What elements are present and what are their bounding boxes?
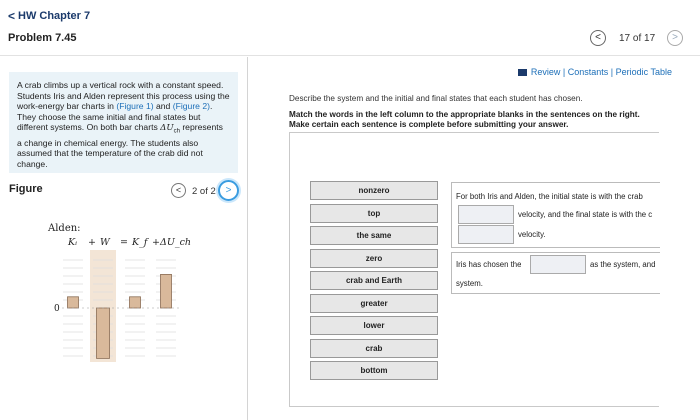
work-energy-bar-chart [40, 210, 240, 370]
bar-ΔU_ch [161, 274, 172, 308]
sentence-2-part-2: as the system, and [590, 260, 656, 269]
figure-counter: 2 of 2 [192, 186, 216, 197]
word-tile[interactable]: lower [310, 316, 438, 335]
equation-label: + [88, 237, 96, 248]
chart-title: Alden: [48, 223, 81, 234]
problem-text-2: . They choose the same initial and final states but different systems. On both bar charts [17, 101, 213, 133]
instructions-match: Match the words in the left column to the appropriate blanks in the sentences on the right. Make certain each sentence is complete before submitting your answer. [289, 110, 640, 129]
review-links-label[interactable]: Review | Constants | Periodic Table [530, 67, 672, 77]
bar-K_f [130, 297, 141, 308]
figure-2-link[interactable]: (Figure 2) [172, 101, 210, 112]
problem-text-1: A crab climbs up a vertical rock with a constant speed. Students Iris and Alden represent this process using the work-energy bar charts in [17, 80, 230, 112]
chevron-left-icon: < [8, 9, 16, 23]
review-links[interactable] [518, 67, 672, 77]
problem-text-and: and [153, 101, 173, 112]
blank-drop-target[interactable] [458, 205, 514, 224]
problem-statement [9, 72, 238, 173]
problem-title: Problem 7.45 [8, 32, 77, 44]
word-tile[interactable]: crab and Earth [310, 271, 438, 290]
equation-label: Kᵢ [68, 237, 78, 248]
bar-K_i [68, 297, 79, 308]
top-bar [0, 0, 700, 56]
word-tile[interactable]: top [310, 204, 438, 223]
equation-label: W [100, 237, 110, 248]
blank-drop-target[interactable] [458, 225, 514, 244]
back-link-label: HW Chapter 7 [18, 10, 91, 22]
word-tile[interactable]: greater [310, 294, 438, 313]
prev-figure-button[interactable]: < [171, 183, 186, 198]
sentence-2-part-3: system. [456, 279, 483, 288]
word-bank [310, 181, 438, 384]
book-icon [518, 69, 527, 76]
sentence-2 [451, 252, 660, 294]
word-tile[interactable]: zero [310, 249, 438, 268]
word-tile[interactable]: nonzero [310, 181, 438, 200]
word-tile[interactable]: crab [310, 339, 438, 358]
sentence-2-part-1: Iris has chosen the [456, 260, 522, 269]
sentence-1-part-1: For both Iris and Alden, the initial state is with the crab [456, 192, 643, 201]
blank-drop-target[interactable] [530, 255, 586, 274]
figure-1-link[interactable]: (Figure 1) [116, 101, 154, 112]
word-tile[interactable]: bottom [310, 361, 438, 380]
instructions-describe: Describe the system and the initial and final states that each student has chosen. [289, 94, 583, 103]
back-link[interactable] [8, 9, 90, 23]
sentence-1-part-2: velocity, and the final state is with the c [518, 210, 653, 219]
word-tile[interactable]: the same [310, 226, 438, 245]
delta-u-subscript: ch [173, 129, 180, 136]
prev-problem-button[interactable]: < [590, 30, 606, 46]
sentence-1 [451, 182, 660, 248]
equation-label: +ΔU_ch [152, 237, 192, 248]
problem-text-3: represents a change in chemical energy. The students also assumed that the temperature of the crab did not change. [17, 122, 223, 169]
next-figure-button[interactable]: > [218, 180, 239, 201]
next-problem-button[interactable]: > [667, 30, 683, 46]
panel-divider [247, 57, 248, 420]
equation-label: K_f [132, 237, 148, 248]
sentence-1-part-3: velocity. [518, 230, 546, 239]
equation-label: = [120, 237, 128, 248]
figure-label: Figure [9, 183, 43, 195]
problem-counter: 17 of 17 [619, 33, 656, 44]
delta-u-symbol: ΔU [160, 123, 174, 134]
zero-label: 0 [54, 304, 60, 314]
bar-W [97, 308, 110, 358]
